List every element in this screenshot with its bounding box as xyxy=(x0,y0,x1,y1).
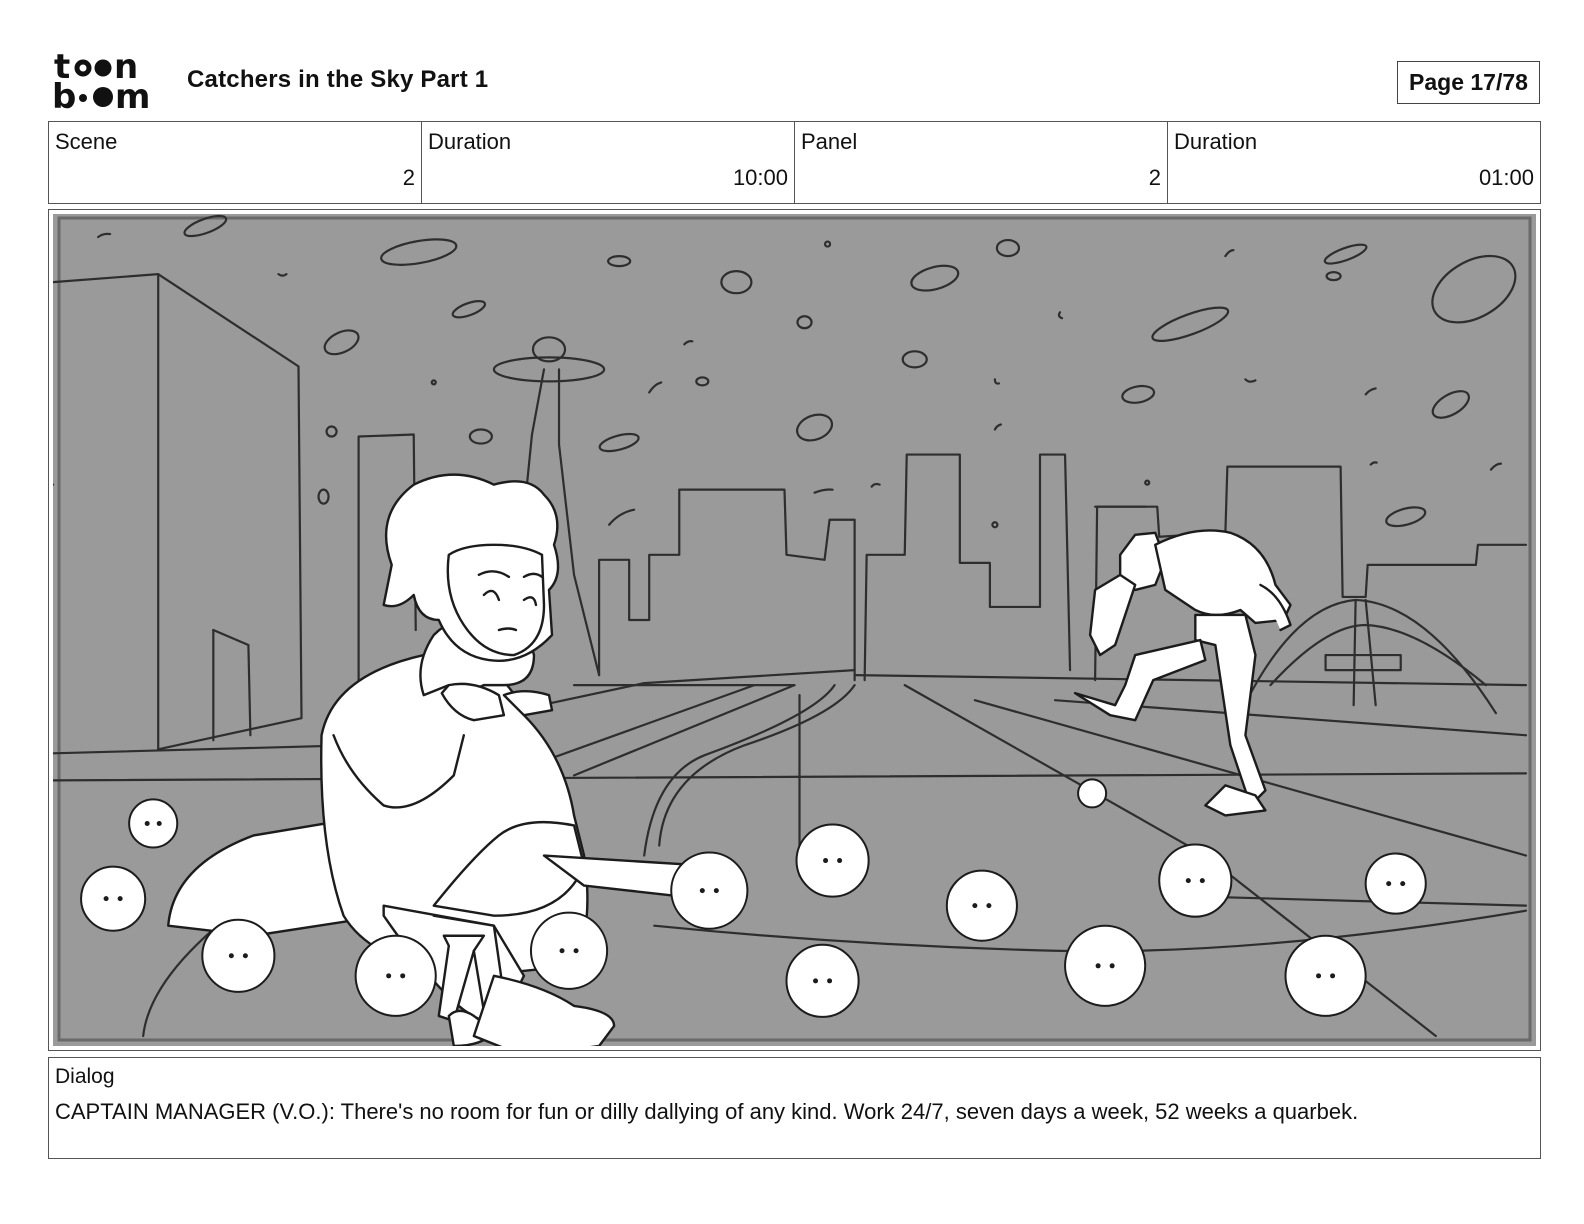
scene-cell xyxy=(49,122,422,203)
svg-text:b: b xyxy=(52,77,77,112)
svg-text:n: n xyxy=(114,50,139,87)
scene-duration-value: 10:00 xyxy=(732,165,788,190)
panel-value: 2 xyxy=(1148,165,1161,190)
panel-duration-label: Duration xyxy=(1174,129,1258,154)
project-title: Catchers in the Sky Part 1 xyxy=(187,66,489,93)
scene-value: 2 xyxy=(402,165,415,190)
toon-boom-logo xyxy=(52,50,164,112)
panel-sketch-image xyxy=(53,214,1536,1046)
storyboard-panel xyxy=(48,209,1541,1051)
svg-text:m: m xyxy=(115,77,151,112)
svg-text:t: t xyxy=(54,50,71,87)
scene-duration-cell xyxy=(422,122,795,203)
dialog-section xyxy=(48,1057,1541,1159)
dialog-label: Dialog xyxy=(55,1065,115,1088)
dialog-text: CAPTAIN MANAGER (V.O.): There's no room for fun or dilly dallying of any kind. Work 24/7, seven days a week, 52 weeks a quarbek. xyxy=(55,1099,1359,1124)
page-label: Page 17/78 xyxy=(1409,69,1528,95)
panel-duration-cell xyxy=(1168,122,1540,203)
panel-label: Panel xyxy=(801,129,858,154)
panel-cell xyxy=(795,122,1168,203)
page-indicator xyxy=(1397,61,1540,104)
scene-label: Scene xyxy=(55,129,118,154)
scene-duration-label: Duration xyxy=(428,129,512,154)
panel-duration-value: 01:00 xyxy=(1478,165,1534,190)
scene-info-table xyxy=(48,121,1541,204)
